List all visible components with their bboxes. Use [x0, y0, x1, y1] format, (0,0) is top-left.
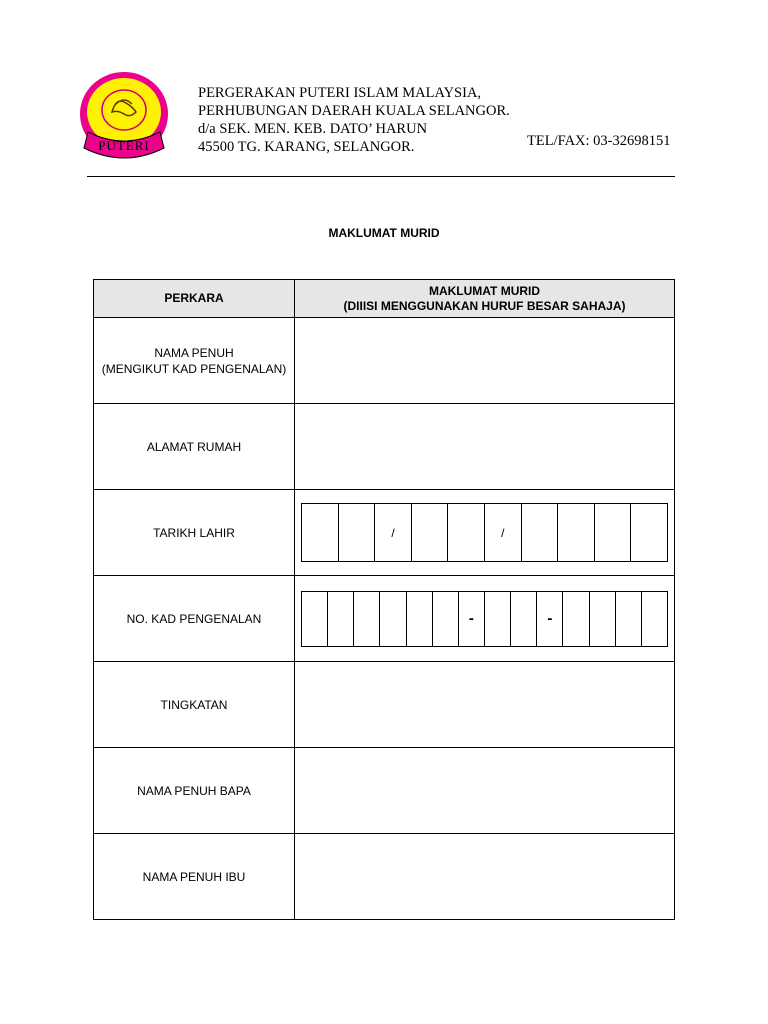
- ic-box[interactable]: [302, 592, 327, 646]
- ic-number-boxes: [301, 591, 668, 647]
- dob-box[interactable]: [557, 504, 594, 561]
- col-header-maklumat: [295, 280, 675, 318]
- ic-box[interactable]: [379, 592, 405, 646]
- dob-box[interactable]: [521, 504, 558, 561]
- ic-box[interactable]: [641, 592, 667, 646]
- table-row: [94, 748, 675, 834]
- table-header-row: [94, 280, 675, 318]
- ic-box[interactable]: [562, 592, 588, 646]
- table-row: [94, 576, 675, 662]
- ic-separator: -: [536, 592, 562, 646]
- dob-box[interactable]: [338, 504, 375, 561]
- ic-number-cell: [295, 576, 675, 662]
- organization-address: [198, 84, 510, 156]
- row-label: TINGKATAN: [94, 662, 295, 748]
- col-header-perkara: PERKARA: [94, 280, 295, 318]
- row-label: NO. KAD PENGENALAN: [94, 576, 295, 662]
- puteri-logo-icon: [76, 68, 172, 164]
- dob-box[interactable]: [630, 504, 667, 561]
- ic-box[interactable]: [589, 592, 615, 646]
- col-header-line-2: (DIIISI MENGGUNAKAN HURUF BESAR SAHAJA): [343, 298, 626, 313]
- table-row: [94, 318, 675, 404]
- header-divider: [87, 176, 675, 177]
- dob-box[interactable]: [302, 504, 338, 561]
- dob-box[interactable]: [447, 504, 484, 561]
- ic-box[interactable]: [484, 592, 510, 646]
- row-label-line-2: (MENGIKUT KAD PENGENALAN): [101, 361, 287, 376]
- row-label-line-1: NAMA PENUH: [154, 345, 234, 360]
- org-line-3: d/a SEK. MEN. KEB. DATO’ HARUN: [198, 121, 428, 137]
- row-label: [94, 318, 295, 404]
- date-of-birth-boxes: [301, 503, 668, 562]
- dob-box[interactable]: [594, 504, 631, 561]
- ic-separator: -: [458, 592, 484, 646]
- full-name-field[interactable]: [295, 318, 675, 404]
- table-row: [94, 490, 675, 576]
- org-line-4: 45500 TG. KARANG, SELANGOR.: [198, 139, 415, 155]
- mother-name-field[interactable]: [295, 834, 675, 920]
- row-label: NAMA PENUH IBU: [94, 834, 295, 920]
- dob-separator: /: [374, 504, 411, 561]
- form-level-field[interactable]: [295, 662, 675, 748]
- home-address-field[interactable]: [295, 404, 675, 490]
- ic-box[interactable]: [432, 592, 458, 646]
- row-label: TARIKH LAHIR: [94, 490, 295, 576]
- dob-separator: /: [484, 504, 521, 561]
- ic-box[interactable]: [353, 592, 379, 646]
- ic-box[interactable]: [510, 592, 536, 646]
- date-of-birth-cell: [295, 490, 675, 576]
- ic-box[interactable]: [615, 592, 641, 646]
- org-line-2: PERHUBUNGAN DAERAH KUALA SELANGOR.: [198, 103, 510, 119]
- tel-fax: TEL/FAX: 03-32698151: [527, 133, 671, 149]
- ic-box[interactable]: [406, 592, 432, 646]
- table-row: [94, 834, 675, 920]
- logo-text: PUTERI: [98, 138, 150, 153]
- col-header-line-1: MAKLUMAT MURID: [428, 283, 541, 298]
- form-title: MAKLUMAT MURID: [328, 226, 440, 240]
- table-row: [94, 662, 675, 748]
- student-info-table: [93, 279, 675, 920]
- org-line-1: PERGERAKAN PUTERI ISLAM MALAYSIA,: [198, 85, 482, 101]
- ic-box[interactable]: [327, 592, 353, 646]
- dob-box[interactable]: [411, 504, 448, 561]
- table-row: [94, 404, 675, 490]
- row-label: NAMA PENUH BAPA: [94, 748, 295, 834]
- father-name-field[interactable]: [295, 748, 675, 834]
- row-label: ALAMAT RUMAH: [94, 404, 295, 490]
